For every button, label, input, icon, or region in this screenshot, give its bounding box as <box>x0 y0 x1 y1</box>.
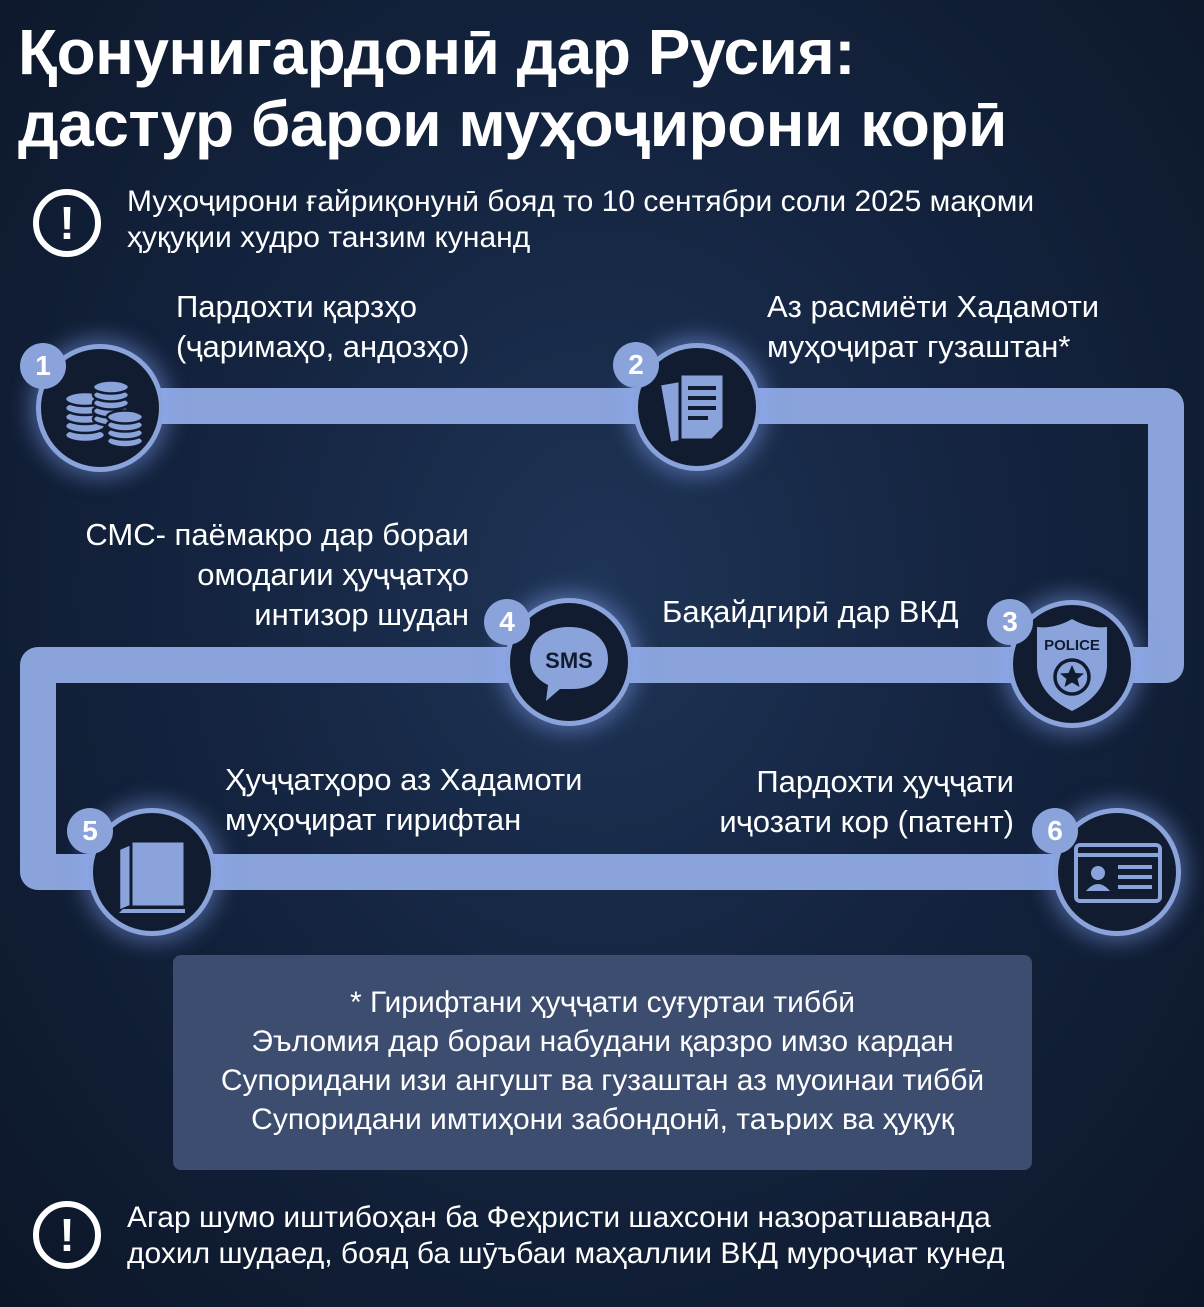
step-3-badge: 3 <box>987 599 1033 645</box>
step-1-label-line-2: (ҷаримаҳо, андозҳо) <box>176 329 470 364</box>
step-6-label-line-1: Пардохти ҳуҷҷати <box>756 764 1014 799</box>
footnote-line-2: Эъломия дар бораи набудани қарзро имзо кардан <box>251 1025 954 1058</box>
top-note-line-1: Муҳоҷирони ғайриқонунӣ бояд то 10 сентябри соли 2025 мақоми <box>127 185 1035 218</box>
step-2-badge: 2 <box>613 342 659 388</box>
step-4-label-line-1: СМС- паёмакро дар бораи <box>85 517 469 552</box>
exclamation-icon: ! <box>33 189 101 257</box>
step-2-label <box>767 287 1099 367</box>
step-2-label-line-1: Аз расмиёти Хадамоти <box>767 289 1100 324</box>
step-1-label <box>176 287 469 367</box>
step-3-label-line-1: Бақайдгирӣ дар ВКД <box>662 594 959 629</box>
bottom-note <box>127 1200 1005 1272</box>
step-4-label <box>85 515 469 635</box>
step-4-label-line-2: омодагии ҳуҷҷатҳо <box>197 557 469 592</box>
step-6-badge: 6 <box>1032 808 1078 854</box>
step-3-label <box>662 592 959 632</box>
step-1-label-line-1: Пардохти қарзҳо <box>176 289 417 324</box>
exclamation-icon-bottom: ! <box>33 1201 101 1269</box>
footnote-line-3: Супоридани изи ангушт ва гузаштан аз муоинаи тиббӣ <box>220 1064 985 1097</box>
step-6-label-line-2: иҷозати кор (патент) <box>719 804 1014 839</box>
bottom-note-line-2: дохил шудаед, бояд ба шӯъбаи маҳаллии ВКД муроҷиат кунед <box>127 1237 1005 1270</box>
top-note-line-2: ҳуқуқии худро танзим кунанд <box>127 221 531 254</box>
step-4-badge: 4 <box>484 599 530 645</box>
footnote-line-4: Супоридани имтиҳони забондонӣ, таърих ва ҳуқуқ <box>251 1103 954 1136</box>
police-badge-text: POLICE <box>1044 637 1100 654</box>
step-6-label <box>719 762 1014 842</box>
title-line-1: Қонунигардонӣ дар Русия: <box>18 16 856 88</box>
footnote-line-1: * Гирифтани ҳуҷҷати суғуртаи тиббӣ <box>349 986 856 1019</box>
footnote-box <box>173 955 1032 1170</box>
step-5-label <box>225 760 582 840</box>
step-4-label-line-3: интизор шудан <box>254 597 469 632</box>
sms-text: SMS <box>545 648 593 673</box>
bottom-note-line-1: Агар шумо иштибоҳан ба Феҳристи шахсони назоратшаванда <box>127 1201 991 1234</box>
step-1-badge: 1 <box>20 343 66 389</box>
step-5-label-line-2: муҳоҷират гирифтан <box>225 802 522 837</box>
title-line-2: дастур барои муҳоҷирони корӣ <box>18 88 1007 160</box>
step-5-label-line-1: Ҳуҷҷатҳоро аз Хадамоти <box>225 762 583 797</box>
step-5-badge: 5 <box>67 808 113 854</box>
step-2-label-line-2: муҳоҷират гузаштан* <box>767 329 1071 364</box>
